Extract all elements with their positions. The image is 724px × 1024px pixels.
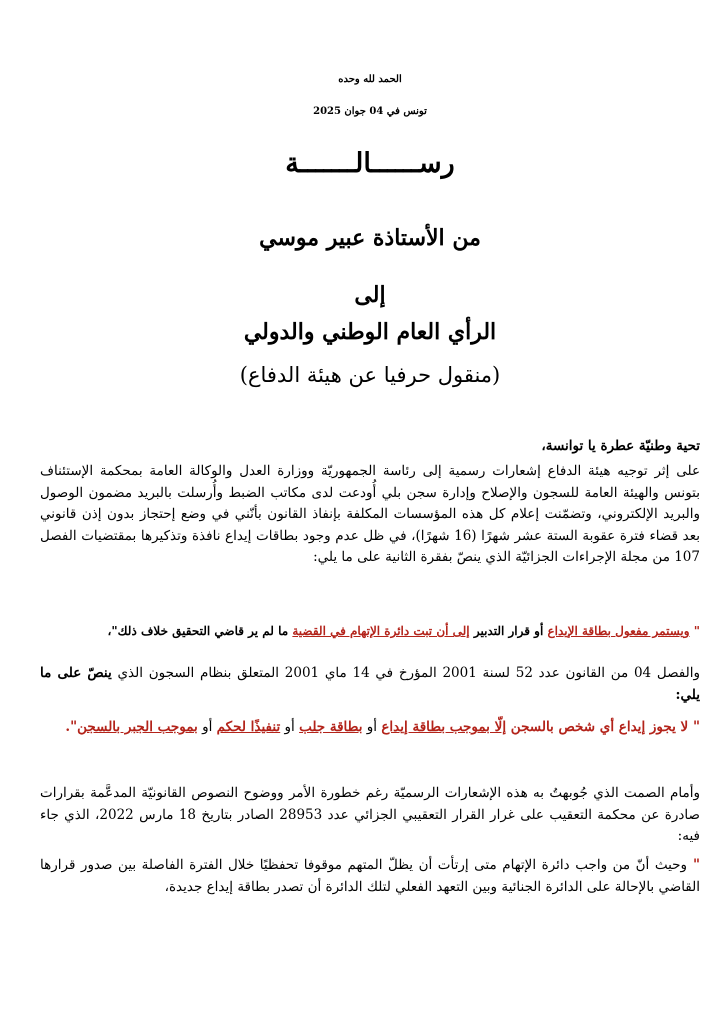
quote-open-mark: "	[689, 624, 700, 638]
paragraph-1: على إثر توجيه هيئة الدفاع إشعارات رسمية إلى رئاسة الجمهوريّة ووزارة العدل والوكالة العامة بمحكمة الإستئناف بتونس والهيئة العامة للسجون والإصلاح وإدارة سجن بلي أُودعت لدى مكاتب الضبط وأُرسلت بالبريد مضمون الوصول والبريد الإلكتروني، وتضمّنت إعلام كل هذه المؤسسات المكلفة بإنفاذ القانون بأنّني في وضع إحتجاز بدون إذن قانوني بعد قضاء فترة عقوبة الستة عشر شهرًا (16 شهرًا)، في ظل عدم وجود بطاقات إيداع نافذة وتذكيرها بمقتضيات الفصل 107 من مجلة الإجراءات الجزائيّة الذي ينصّ بفقرة الثانية على ما يلي:	[40, 463, 700, 565]
to-line: إلى	[354, 282, 386, 308]
sender-line: من الأستاذة عبير موسي	[259, 225, 481, 251]
quote-3-or-2: أو	[280, 719, 300, 735]
quote-3-emphasis-3: تنفيذًا لحكم	[216, 719, 281, 735]
quote-cassation-ruling	[40, 855, 700, 898]
quote-3-or-1: أو	[362, 719, 382, 735]
greeting: تحية وطنيّة عطرة يا توانسة،	[541, 438, 700, 454]
letter-title: رســــــالـــــــة	[285, 148, 455, 179]
paragraph-2	[40, 663, 700, 706]
quote-end: ما لم ير قاضي التحقيق خلاف ذلك"،	[107, 624, 293, 638]
paragraph-2-text: والفصل 04 من القانون عدد 52 لسنة 2001 المؤرخ في 14 ماي 2001 المتعلق بنظام السجون الذي	[111, 665, 700, 681]
quote-3-emphasis-2: بطاقة جلب	[299, 719, 363, 735]
quote-middle: أو قرار التدبير	[469, 624, 548, 638]
quote-3-or-3: أو	[197, 719, 217, 735]
paragraph-4: وأمام الصمت الذي جُوبهتُ به هذه الإشعارات الرسميّة رغم خطورة الأمر ووضوح النصوص القانونيّة المدعَّمة بقرارات صادرة عن محكمة التعقيب على غرار القرار التعقيبي الجزائي عدد 28953 الصادر بتاريخ 18 مارس 2022، الذي جاء فيه:	[40, 785, 700, 844]
quote-5-text: وحيث أنّ من واجب دائرة الإتهام متى إرتأت أن يظلّ المتهم موقوفا تحفظيًا خلال الفترة الفاصلة بين صدور قرارها القاضي بالإحالة على الدائرة الجنائية وبين التعهد الفعلي لتلك الدائرة أن تصدر بطاقة إيداع جديدة،	[40, 857, 700, 895]
letter-page	[40, 0, 700, 1024]
quote-3-emphasis-1: إلّا بموجب بطاقة إيداع	[381, 719, 507, 735]
quote-5-open: "	[687, 857, 700, 873]
recipient-line: الرأي العام الوطني والدولي	[243, 319, 497, 345]
quote-3-open: " لا يجوز إيداع أي شخص بالسجن	[506, 719, 700, 735]
quote-emphasis-1: ويستمر مفعول بطاقة الإيداع	[547, 624, 690, 638]
quote-emphasis-2: إلى أن تبت دائرة الإتهام في القضية	[292, 624, 470, 638]
paragraph-2-bold: ينصّ على ما يلي:	[40, 665, 700, 703]
quote-article-04	[40, 717, 700, 739]
letter-date: تونس في 04 جوان 2025	[313, 106, 427, 117]
quote-article-107	[40, 624, 700, 638]
quote-3-emphasis-4: بموجب الجبر بالسجن	[77, 719, 198, 735]
source-note: (منقول حرفيا عن هيئة الدفاع)	[239, 363, 501, 387]
praise-header: الحمد لله وحده	[338, 74, 402, 85]
quote-3-close: ".	[65, 719, 78, 735]
